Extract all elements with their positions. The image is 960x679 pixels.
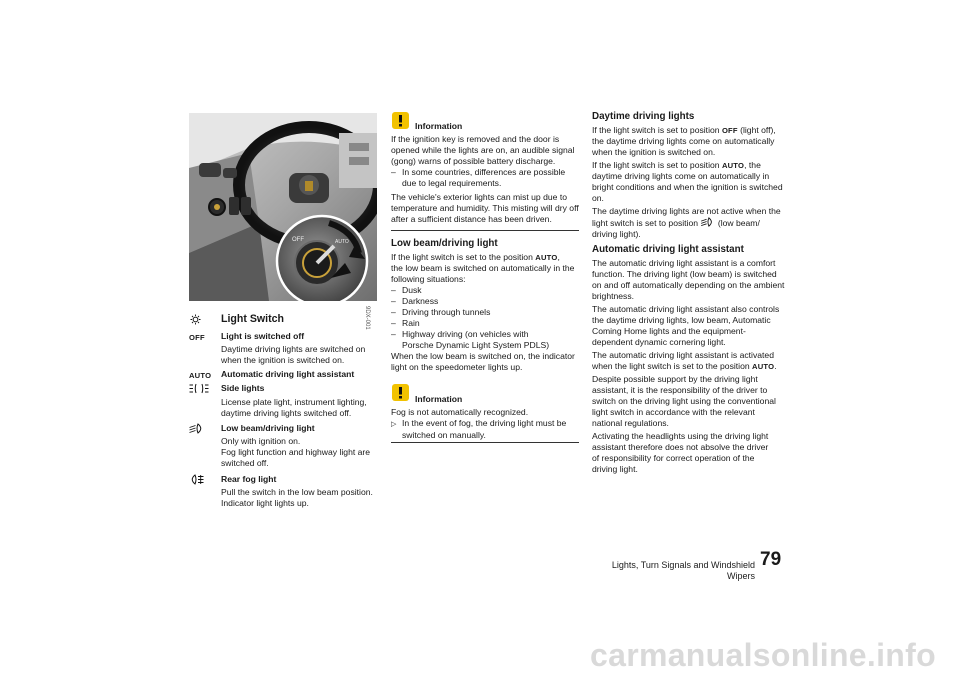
item-text-off: Daytime driving lights are switched on when the ignition is switched on. (221, 344, 366, 365)
item-text-rear-fog: Pull the switch in the low beam position. Indicator light lights up. (221, 487, 373, 508)
information-icon (392, 384, 409, 401)
divider (391, 230, 579, 231)
item-heading-auto: Automatic driving light assistant (221, 369, 355, 379)
rear-fog-icon (189, 474, 204, 485)
info-text-1: If the ignition key is removed and the door is opened while the lights are on, an audible signal (gong) warns of possible battery discharge. – In some countries, differences are possible due to legal requirements. The vehicle's exterior lights can mist up due to temperature and humidity. This misting will dry off after a sufficient distance has been driven. (391, 134, 579, 224)
item-heading-rear-fog: Rear fog light (221, 474, 277, 484)
item-text-low-beam: Only with ignition on. Fog light function and highway light are switched off. (221, 436, 371, 468)
footer-section-title: Lights, Turn Signals and Windshield Wipers (611, 560, 755, 581)
photo-code: 9DX-001 (364, 306, 370, 330)
daytime-text: If the light switch is set to position OFF (light off), the daytime driving lights come on automatically when the ignition is switched on. If the light switch is set to position AUTO, the daytime driving lights come on automatically in bright conditions and when the ignition is switched on. The daytime driving lights are not active when the light switch is set to position (low beam/ driving light). (592, 125, 783, 239)
section-title-assistant: Automatic driving light assistant (592, 244, 744, 255)
assistant-text: The automatic driving light assistant is a comfort function. The driving light (low beam) is switched on and off automatically depending on the ambient brightness. The automatic driving light assistant also controls the daytime driving lights, low beam, Automatic Coming Home lights and the equipment- dependent dynamic cornering light. The automatic driving light assistant is activated when the light switch is set to the position AUTO. Despite possible support by the driving light assistant, it is the responsibility of the driver to switch on the driving light using the conventional light switch in accordance with the relevant national regulations. Activating the headlights using the driving light assistant therefore does not absolve the driver of responsibility for correct operation of the driving light. (592, 258, 785, 474)
section-title-low-beam: Low beam/driving light (391, 238, 498, 249)
information-icon (392, 112, 409, 129)
info-title-1: Information (415, 121, 463, 131)
low-beam-text: If the light switch is set to the position AUTO, the low beam is switched on automatically in the following situations: – Dusk – Darkness – Driving through tunnels – Rain – Highway driving (on vehicles with Porsche Dynamic Light System PDLS) When the low beam is switched on, the indicator light on the speedometer lights up. (391, 252, 575, 372)
dashboard-photo (189, 113, 377, 301)
info-text-2: Fog is not automatically recognized. ▷ In the event of fog, the driving light must be switched on manually. (391, 407, 567, 440)
item-text-side-lights: License plate light, instrument lighting, daytime driving lights switched off. (221, 397, 367, 418)
low-beam-icon (189, 423, 204, 434)
svg-text:OFF: OFF (292, 237, 304, 243)
item-heading-side-lights: Side lights (221, 383, 265, 393)
light-bulb-icon (190, 314, 201, 325)
svg-text:AUTO: AUTO (335, 239, 349, 245)
step-arrow-icon: ▷ (391, 421, 397, 428)
symbol-off: OFF (189, 333, 205, 342)
item-heading-off: Light is switched off (221, 331, 305, 341)
item-heading-low-beam: Low beam/driving light (221, 423, 315, 433)
info-title-2: Information (415, 394, 463, 404)
symbol-auto: AUTO (189, 371, 212, 380)
section-title-light-switch: Light Switch (221, 313, 284, 325)
page-number: 79 (760, 549, 782, 570)
watermark: carmanualsonline.info (590, 637, 936, 673)
side-lights-icon (189, 383, 209, 394)
section-title-daytime: Daytime driving lights (592, 111, 695, 122)
divider (391, 442, 579, 443)
low-beam-icon (700, 217, 715, 227)
